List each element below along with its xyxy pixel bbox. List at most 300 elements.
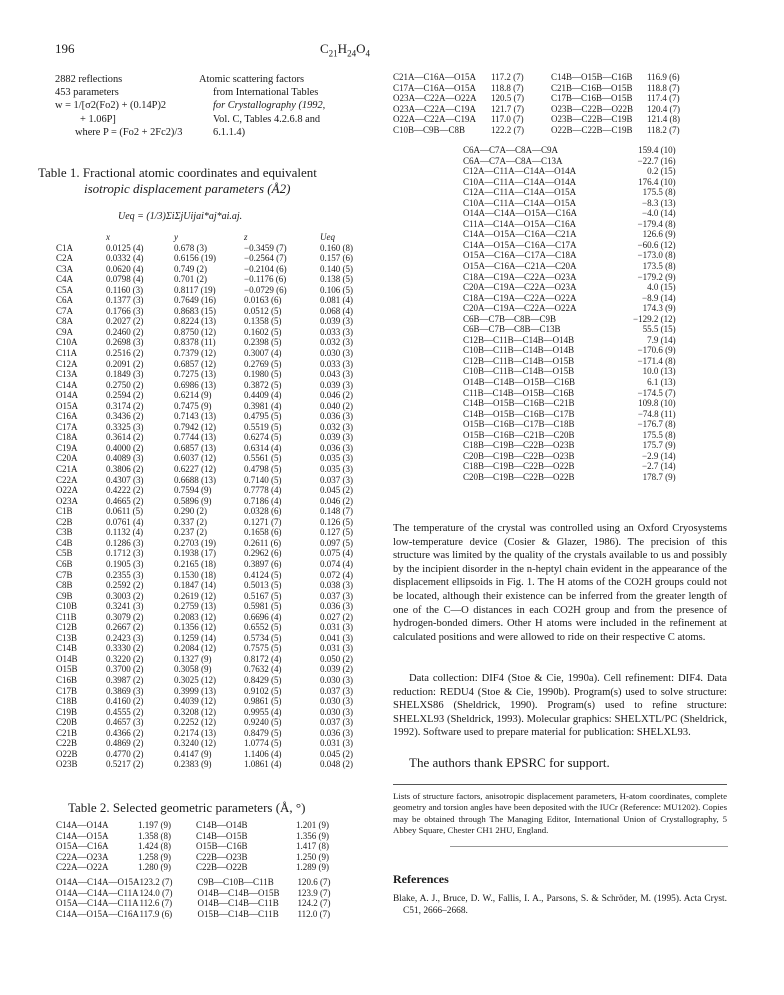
table-row [463,451,676,462]
table-cell: C21A—C16A—O15A [393,72,477,82]
table-cell: C14B—O15B—C16B—C21B [463,398,575,409]
experimental-paragraph: The temperature of the crystal was controlled using an Oxford Cryosystems low-temperature device (Cosier & Glazer, 1986). The precision of this structure was limited by the quality of the crystals available to us and possibly by the incipient disorder in the n-heptyl chain evident in the appearance of the displacement ellipsoids in Fig. 1. The H atoms of the CO2H groups could not be located, although their existence can be inferred from the greater length of one of the C—O distances in each CO2H group and from the presence of hydrogen-bonded dimers. Other H atoms were included in the refinement at calculated positions and were allowed to ride on their respective C atoms. [393,523,727,643]
table-row [56,538,370,549]
table-cell: C14A [56,379,78,390]
table-row [56,453,370,464]
table-cell: C12B—C11B—C14B—O14B [463,334,575,345]
table-cell: 0.4869 (2) [106,738,144,749]
table-row [393,93,697,104]
table-cell: 123.9 (7) [297,887,331,898]
table-cell: O22A [56,485,78,496]
parameters-count: 453 parameters [55,87,119,99]
table-cell: 0.036 (3) [320,601,353,612]
table-cell: 159.4 (10) [638,145,676,155]
table-cell: C4B [56,537,73,548]
table-cell: O15B—C16B [196,841,248,852]
table-cell: 0.046 (2) [320,495,353,506]
table-cell: 0.7275 (13) [174,369,216,380]
table-cell: 117.2 (7) [491,72,524,82]
table-cell: 0.0125 (4) [106,242,144,253]
table-row [463,166,676,177]
table-cell: C21B [56,727,78,738]
table-cell: O15B [56,664,78,675]
table-cell: 0.6314 (4) [244,442,282,453]
table-cell: 0.030 (3) [320,348,353,359]
table-cell: 0.1358 (5) [244,316,282,327]
table-row [463,440,676,451]
table-cell: 0.043 (3) [320,369,353,380]
table-cell: 0.5734 (5) [244,632,282,643]
table-cell: 0.8224 (13) [174,316,216,327]
table-row [56,738,370,749]
table-cell: 118.8 (7) [647,82,680,93]
table-cell: O23B—C22B—O22B [551,103,634,114]
table-cell: 120.5 (7) [491,93,524,104]
weighting-scheme: w = 1/[σ2(Fo2) + (0.14P)2 [55,100,167,112]
table-cell: C10A—C11A—C14A—O15A [463,197,577,208]
table-cell: 0.0328 (6) [244,506,282,517]
table-cell: C20B [56,717,78,728]
table-cell: C2A [56,253,74,264]
asf-line-5: 6.1.1.4) [213,126,246,138]
table-cell: 0.3079 (2) [106,611,144,622]
table-cell: C8B [56,580,73,591]
table2-bonds [56,820,356,873]
table-row [56,401,370,412]
table-cell: 0.037 (3) [320,717,353,728]
table-cell: 121.4 (8) [647,114,680,125]
table2-torsions [463,145,676,483]
table-row [56,664,370,675]
page-number: 196 [55,41,75,56]
table-cell: O15A [56,400,78,411]
table-cell [56,232,106,243]
table-row [56,841,356,852]
table-row [56,622,370,633]
table-cell: C18A [56,432,78,443]
table-cell: O23B [56,759,78,770]
table-cell: 0.6552 (5) [244,622,282,633]
table-cell: 0.1259 (14) [174,632,216,643]
asf-line-3: for Crystallography (1992, [213,100,326,112]
table-cell: 0.040 (2) [320,400,353,411]
table-row [463,345,676,356]
table-row [393,114,697,125]
table-cell: 0.290 (2) [174,506,207,517]
table-cell: 0.3058 (9) [174,664,212,675]
table-cell: C21B—C16B—O15B [551,82,633,93]
table-cell: C14A—O15A—C16A—C17A [463,239,577,250]
table-cell: 0.036 (3) [320,411,353,422]
table-cell: C14B—O15B—C16B [551,72,633,82]
table-cell: 0.4307 (3) [106,474,144,485]
table-cell: C19B [56,706,78,717]
table-cell: C6B—C7B—C8B—C9B [463,313,557,324]
table-cell: O15A—C14A—C11A [56,898,139,909]
table-cell: 0.2619 (12) [174,590,216,601]
table1-coordinates [56,232,370,770]
table-cell: 0.035 (3) [320,453,353,464]
table-row [463,430,676,441]
table-cell: C20B—C19B—C22B—O23B [463,450,575,461]
table-cell: 0.3700 (2) [106,664,144,675]
table-cell: 117.4 (7) [647,93,680,104]
table2-angles [56,877,358,919]
table-cell: 4.0 (15) [647,282,676,293]
table-cell: O14B—C14B—O15B [197,887,280,898]
running-header-formula: $C_{21}H_{24}O_4$ [320,41,370,59]
table-cell: 6.1 (13) [647,377,676,388]
table-cell: C11B—C14B—O15B—C16B [463,387,575,398]
table-cell: 0.5217 (2) [106,759,144,770]
table-cell: 0.2 (15) [647,166,676,177]
table-cell: 1.0774 (5) [244,738,282,749]
table-cell: 0.5981 (5) [244,601,282,612]
table-cell: C14B—O15B [196,830,248,841]
table-row [56,559,370,570]
table-cell: 0.3872 (5) [244,379,282,390]
table-row [463,314,676,325]
table-cell: 0.045 (2) [320,485,353,496]
table-row [463,229,676,240]
table-cell: 10.0 (13) [642,366,676,377]
table-row [56,696,370,707]
table-cell: C14A—O15A [56,830,109,841]
table-cell: C6B [56,558,73,569]
table-cell: 0.0332 (4) [106,253,144,264]
table-cell: 0.4795 (5) [244,411,282,422]
table-cell: C21A [56,464,78,475]
table-row [56,306,370,317]
table-cell: 0.6857 (13) [174,442,216,453]
table-cell: 118.2 (7) [647,124,680,135]
table-cell: 0.8172 (4) [244,653,282,664]
table-cell: 0.5013 (5) [244,580,282,591]
table-cell: 0.032 (3) [320,337,353,348]
table-cell: 0.1530 (18) [174,569,216,580]
table-cell: 117.0 (7) [491,114,524,125]
table-row [56,327,370,338]
table-row [56,348,370,359]
table-cell: C6A—C7A—C8A—C13A [463,155,563,166]
table-cell: 0.0611 (5) [106,506,144,517]
table-cell: 1.280 (9) [138,862,171,873]
table-cell: 0.7379 (12) [174,348,216,359]
table-cell: 0.237 (2) [174,527,207,538]
table2-angles-cont [393,72,697,135]
table-cell: C7A [56,305,74,316]
table-cell: 176.4 (10) [638,176,676,187]
table-cell: 0.4798 (5) [244,464,282,475]
table-cell: 0.4124 (5) [244,569,282,580]
table-row [56,274,370,285]
refinement-details [55,73,182,139]
table-cell: C12A—C11A—C14A—O14A [463,166,577,177]
table-cell: 1.417 (8) [296,841,329,852]
table-cell: 175.5 (8) [642,187,676,198]
table-cell: 1.356 (9) [296,830,329,841]
table-cell: 0.041 (3) [320,632,353,643]
table-row [393,125,697,136]
table-cell: 0.6214 (9) [174,390,212,401]
table-cell: 0.3025 (12) [174,674,216,685]
table-cell: 175.5 (8) [642,429,676,440]
table-cell: 0.2516 (2) [106,348,144,359]
table-row [56,295,370,306]
table-cell: 0.9240 (5) [244,717,282,728]
table-cell: 0.6696 (4) [244,611,282,622]
table-cell: 0.9955 (4) [244,706,282,717]
table-cell: 0.030 (3) [320,706,353,717]
table-cell: 0.3174 (2) [106,400,144,411]
table-cell: 1.289 (9) [296,862,329,873]
table-cell: 0.2027 (2) [106,316,144,327]
table-cell: 0.1327 (9) [174,653,212,664]
table-cell: O15A—C16A—C21A—C20A [463,261,577,272]
table-cell: −171.4 (8) [637,355,676,366]
table-cell: 0.3241 (3) [106,601,144,612]
table-cell: 55.5 (15) [642,324,676,335]
table-cell: 0.3003 (2) [106,590,144,601]
table-cell: 0.037 (3) [320,474,353,485]
table-cell: 0.6156 (19) [174,253,216,264]
table-cell: 0.2703 (19) [174,537,216,548]
table-cell: 0.1980 (5) [244,369,282,380]
table-cell: 0.2355 (3) [106,569,144,580]
table-cell: C16B [56,674,78,685]
table-cell: 0.7475 (9) [174,400,212,411]
asf-line-4: Vol. C, Tables 4.2.6.8 and [213,113,321,125]
table-cell: 0.3436 (2) [106,411,144,422]
table-row [463,145,676,156]
table-cell: C1A [56,242,74,253]
asf-line-2: from International Tables [213,87,319,99]
table-row [56,909,358,920]
table-cell: 0.6688 (13) [174,474,216,485]
table-cell: 0.031 (3) [320,643,353,654]
table-cell: 0.4366 (2) [106,727,144,738]
table-cell: O14B—C14B—O15B—C16B [463,377,576,388]
table-row [463,461,676,472]
divider [393,784,727,785]
table-row [56,601,370,612]
table-cell: 0.3325 (3) [106,421,144,432]
table-cell: 0.1766 (3) [106,305,144,316]
table-cell: 0.7778 (4) [244,485,282,496]
table-cell: Ueq [320,232,335,242]
table-cell: 0.3981 (4) [244,400,282,411]
table-cell: 0.3240 (12) [174,738,216,749]
table-cell: 0.3897 (6) [244,558,282,569]
table-row [56,749,370,760]
table-cell: 122.2 (7) [491,124,524,135]
table-row [56,831,356,842]
table-cell: 0.075 (4) [320,548,353,559]
table-cell: C14A—O14A [56,820,109,830]
table-row [56,443,370,454]
table-cell: C12B—C11B—C14B—O15B [463,355,575,366]
table-cell: O15A—C16A—C17A—C18A [463,250,577,261]
table-cell: C20B—C19B—C22B—O22B [463,471,575,482]
table-cell: C11B [56,611,77,622]
table-cell: −8.3 (13) [642,197,676,208]
table-row [56,570,370,581]
table-cell: 0.140 (5) [320,263,353,274]
table-cell: 0.6227 (12) [174,464,216,475]
table-row [463,198,676,209]
table-cell: 0.7649 (16) [174,295,216,306]
table-row [56,548,370,559]
table-cell: 126.6 (9) [642,229,676,240]
table-cell: 124.2 (7) [297,898,331,909]
table-cell: 0.2423 (3) [106,632,144,643]
table-cell: 0.2165 (18) [174,558,216,569]
table-cell: 0.749 (2) [174,263,207,274]
table-row [56,422,370,433]
table-cell: C17A [56,421,78,432]
table-row [56,243,370,254]
table-cell: C16A [56,411,78,422]
table-row [56,820,356,831]
table-cell: −170.6 (9) [637,345,676,356]
table-row [56,390,370,401]
table-cell: z [244,232,248,242]
table-cell: 0.8750 (12) [174,326,216,337]
table-row [56,432,370,443]
table-cell: C10B [56,601,78,612]
weighting-scheme-cont: + 1.06P] [80,113,116,125]
table-row [463,156,676,167]
table-cell: O22A—C22A—C19A [393,114,477,125]
table-cell: 0.6037 (12) [174,453,216,464]
table-cell: C14B [56,643,78,654]
table-cell: O23A [56,495,78,506]
table-row [56,633,370,644]
table-cell: C3B [56,527,73,538]
table-cell: 178.7 (9) [642,471,676,482]
table-row [463,377,676,388]
table-cell: −74.8 (11) [637,408,676,419]
table-cell: C10B—C9B—C8B [393,124,466,135]
table-row [56,612,370,623]
table-cell: O14B [56,653,78,664]
table-cell: 0.072 (4) [320,569,353,580]
table-row [463,282,676,293]
ueq-equation: Ueq = (1/3)ΣiΣjUijai*aj*ai.aj. [118,211,243,222]
table-row [56,485,370,496]
table-cell: 174.3 (9) [642,303,676,314]
table-cell: −60.6 (12) [637,239,676,250]
table-row [56,759,370,770]
table-cell: 117.9 (6) [139,908,173,919]
table1-title-line2: isotropic displacement parameters (Å2) [84,181,291,196]
table-row [56,464,370,475]
divider [450,846,728,847]
table-cell: 1.0861 (4) [244,759,282,770]
table-cell: 0.036 (3) [320,727,353,738]
table-cell: 0.2594 (2) [106,390,144,401]
table-cell: 0.1160 (3) [106,284,144,295]
table-cell: 1.201 (9) [296,820,329,830]
table-cell: 0.6274 (5) [244,432,282,443]
table-cell: 0.1271 (7) [244,516,282,527]
reference-entry: Blake, A. J., Bruce, D. W., Fallis, I. A., Parsons, S. & Schröder, M. (1995). Acta Cryst. C51, 2666–2668. [393,894,727,916]
table-cell: −22.7 (16) [637,155,676,166]
table-cell: O14A [56,390,78,401]
table-cell: 0.0512 (5) [244,305,282,316]
table-cell: 0.4160 (2) [106,696,144,707]
table-cell: O15B—C16B—C17B—C18B [463,419,575,430]
table-cell: C12A—C11A—C14A—O15A [463,187,577,198]
table-cell: 0.046 (2) [320,390,353,401]
table-row [463,293,676,304]
table-cell: 0.068 (4) [320,305,353,316]
table-row [463,261,676,272]
table-cell: −0.2564 (7) [244,253,287,264]
table-cell: 0.701 (2) [174,274,207,285]
table-row [463,335,676,346]
table-cell: 0.337 (2) [174,516,207,527]
table-cell: 173.5 (8) [642,261,676,272]
table-cell: 0.0761 (4) [106,516,144,527]
table-cell: O22B—C22B—C19B [551,124,633,135]
table-cell: C10A—C11A—C14A—O14A [463,176,577,187]
table-cell: 0.1602 (5) [244,326,282,337]
table-cell: 0.7143 (13) [174,411,216,422]
table-cell: 0.7575 (5) [244,643,282,654]
table-cell: 0.1847 (14) [174,580,216,591]
table-cell: 0.3007 (4) [244,348,282,359]
table-row [56,517,370,528]
table-cell: 0.6986 (13) [174,379,216,390]
table-row [56,580,370,591]
table-cell: 0.3806 (2) [106,464,144,475]
table-row [56,411,370,422]
table-row [56,643,370,654]
table-cell: 0.1377 (3) [106,295,144,306]
table-cell: 0.4000 (2) [106,442,144,453]
table-cell: 1.197 (9) [138,820,171,830]
table-cell: −179.2 (9) [637,271,676,282]
table-cell: 0.1286 (3) [106,537,144,548]
table-cell: 0.031 (3) [320,622,353,633]
table-cell: C3A [56,263,74,274]
table-cell: 0.2592 (2) [106,580,144,591]
table-cell: 0.5167 (5) [244,590,282,601]
table-cell: 0.8479 (5) [244,727,282,738]
table-row [56,506,370,517]
table-row [56,862,356,873]
table-cell: 0.035 (3) [320,464,353,475]
table-cell: −2.9 (14) [642,450,676,461]
table-cell: −8.9 (14) [642,292,676,303]
table-cell: 0.4039 (12) [174,696,216,707]
table-cell: 0.4089 (3) [106,453,144,464]
table-cell: 121.7 (7) [491,103,524,114]
table-cell: 0.127 (5) [320,527,353,538]
table-cell: 0.037 (3) [320,590,353,601]
table-cell: −0.3459 (7) [244,242,287,253]
table-cell: O14B—C14B—C11B [197,898,279,909]
table-cell: x [106,232,110,242]
table-cell: 0.030 (3) [320,696,353,707]
table-cell: 1.424 (8) [138,841,171,852]
table-cell: 109.8 (10) [638,398,676,409]
table-cell: C13A [56,369,78,380]
table-row [56,475,370,486]
table-row [463,303,676,314]
table-cell: 0.3987 (2) [106,674,144,685]
